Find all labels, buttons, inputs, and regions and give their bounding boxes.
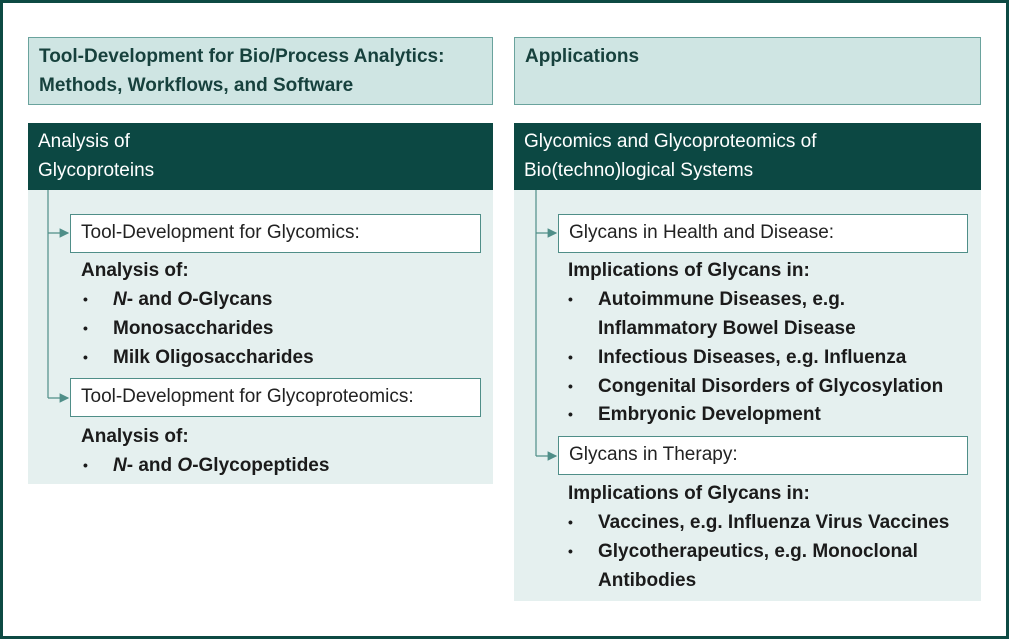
left-header-line2: Methods, Workflows, and Software <box>39 75 354 96</box>
bullet-dot: • <box>568 406 573 422</box>
bullet-mid: - and <box>126 289 178 310</box>
bullet-text: Glycotherapeutics, e.g. Monoclonal <box>598 541 918 562</box>
bullet-dot: • <box>568 349 573 365</box>
bullet-text: Monosaccharides <box>113 318 274 339</box>
left-sub2-intro: Analysis of: <box>81 426 189 447</box>
left-header-line1: Tool-Development for Bio/Process Analytics: <box>39 46 445 67</box>
ital-o: O <box>177 455 193 476</box>
bullet-dot: • <box>568 378 573 394</box>
bullet-text: Vaccines, e.g. Influenza Virus Vaccines <box>598 512 950 533</box>
ital-o: O <box>177 289 193 310</box>
bullet-text: Autoimmune Diseases, e.g. <box>598 289 846 310</box>
left-section-title-line2: Glycoproteins <box>38 160 155 181</box>
bullet-text: Infectious Diseases, e.g. Influenza <box>598 347 907 368</box>
right-sub2-intro: Implications of Glycans in: <box>568 483 810 504</box>
right-sub2-title: Glycans in Therapy: <box>558 436 968 475</box>
bullet-text-cont: Inflammatory Bowel Disease <box>598 318 856 339</box>
ital-n: N <box>113 455 127 476</box>
bullet-dot: • <box>568 543 573 559</box>
bullet-rest: -Glycans <box>192 289 273 310</box>
bullet-dot: • <box>568 291 573 307</box>
right-section-title-line1: Glycomics and Glycoproteomics of <box>524 131 817 152</box>
bullet-rest: -Glycopeptides <box>192 455 330 476</box>
bullet-text: Congenital Disorders of Glycosylation <box>598 376 944 397</box>
left-sub1-intro: Analysis of: <box>81 260 189 281</box>
right-sub1-intro: Implications of Glycans in: <box>568 260 810 281</box>
bullet-dot: • <box>83 349 88 365</box>
bullet-mid: - and <box>126 455 178 476</box>
ital-n: N <box>113 289 127 310</box>
bullet-text: Embryonic Development <box>598 404 821 425</box>
bullet-dot: • <box>83 291 88 307</box>
bullet-dot: • <box>83 457 88 473</box>
bullet-text: Milk Oligosaccharides <box>113 347 314 368</box>
right-sub1-title: Glycans in Health and Disease: <box>558 214 968 253</box>
left-sub1-title: Tool-Development for Glycomics: <box>70 214 481 253</box>
left-sub2-title: Tool-Development for Glycoproteomics: <box>70 378 481 417</box>
left-section-title-line1: Analysis of <box>38 131 130 152</box>
right-header: Applications <box>514 37 981 105</box>
bullet-text-cont: Antibodies <box>598 570 697 591</box>
bullet-dot: • <box>568 514 573 530</box>
right-section-title-line2: Bio(techno)logical Systems <box>524 160 754 181</box>
bullet-dot: • <box>83 320 88 336</box>
